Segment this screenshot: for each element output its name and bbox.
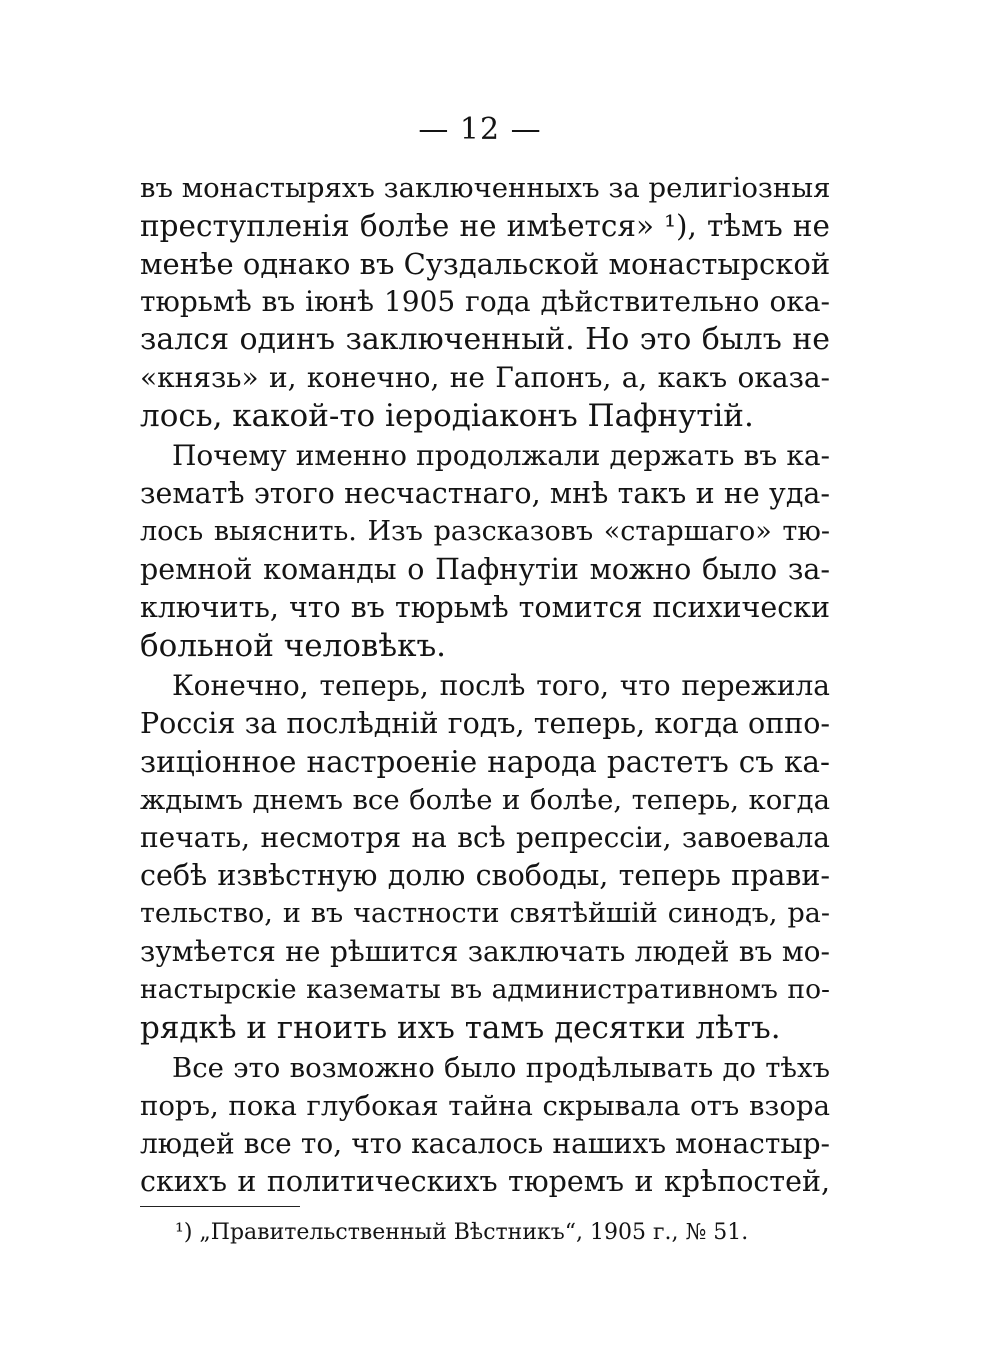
text-line: зематѣ этого несчастнаго, мнѣ такъ и не уда-	[140, 477, 830, 510]
footnote: ¹) „Правительственный Вѣстникъ“, 1905 г., № 51.	[175, 1220, 749, 1245]
text-line: зиціонное настроеніе народа растетъ съ ка-	[140, 745, 830, 779]
text-line: Конечно, теперь, послѣ того, что пережила	[172, 669, 830, 702]
footnote-divider	[140, 1206, 300, 1207]
text-line: лось выяснить. Изъ разсказовъ «старшаго» тю-	[140, 516, 830, 547]
text-line: ремной команды о Пафнутіи можно было за-	[140, 553, 830, 586]
text-line: Россія за послѣдній годъ, теперь, когда оппо-	[140, 707, 830, 740]
text-line: Почему именно продолжали держать въ ка-	[172, 439, 830, 472]
text-line: Все это возможно было продѣлывать до тѣхъ	[172, 1052, 830, 1084]
text-line: преступленія болѣе не имѣется» ¹), тѣмъ не	[140, 209, 830, 243]
text-line: настырскіе казематы въ административномъ по-	[140, 974, 830, 1005]
text-line: въ монастыряхъ заключенныхъ за религіозныя	[140, 172, 831, 204]
text-line: тюрьмѣ въ іюнѣ 1905 года дѣйствительно ока-	[140, 285, 830, 318]
text-line: «князь» и, конечно, не Гапонъ, а, какъ оказа-	[140, 361, 830, 394]
text-line: ключить, что въ тюрьмѣ томится психически	[140, 591, 830, 624]
page-number: — 12 —	[418, 112, 542, 147]
text-line: скихъ и политическихъ тюремъ и крѣпостей,	[140, 1165, 830, 1198]
text-line: зался одинъ заключенный. Но это былъ не	[140, 322, 830, 357]
text-line: лось, какой-то іеродіаконъ Пафнутій.	[140, 398, 754, 434]
text-line: рядкѣ и гноить ихъ тамъ десятки лѣтъ.	[140, 1010, 781, 1046]
text-line: себѣ извѣстную долю свободы, теперь прави-	[140, 859, 830, 892]
text-line: печать, несмотря на всѣ репрессіи, завоевала	[140, 821, 830, 854]
text-line: поръ, пока глубокая тайна скрывала отъ взора	[140, 1090, 830, 1122]
text-line: больной человѣкъ.	[140, 628, 447, 664]
text-line: зумѣется не рѣшится заключать людей въ мо-	[140, 935, 830, 968]
text-line: тельство, и въ частности святѣйшій синодъ, ра-	[140, 898, 830, 929]
text-line: менѣе однако въ Суздальской монастырской	[140, 247, 831, 281]
text-line: людей все то, что касалось нашихъ монастыр-	[140, 1127, 830, 1160]
text-line: ждымъ днемъ все болѣе и болѣе, теперь, когда	[140, 784, 830, 816]
